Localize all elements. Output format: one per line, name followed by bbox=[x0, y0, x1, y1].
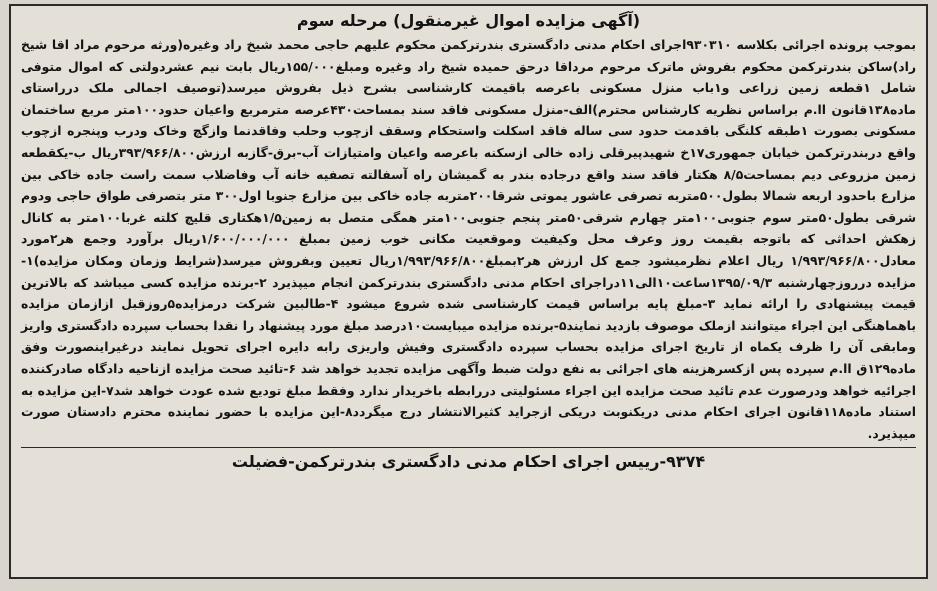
divider bbox=[21, 447, 916, 448]
notice-body: بموجب پرونده اجرائی بکلاسه ۹۳۰۳۱۰اجرای احکام مدنی دادگستری بندرترکمن محکوم علیهم حاجی محمد شیخ راد وغیره(ورثه مرحوم مراد اقا شیخ راد)ساکن بندرترکمن محکوم بفروش ماترک مرحوم مرداقا درحق حمیده شیخ راد وغیره ومبلغ۱۵۵/۰۰۰ریال بابت نیم عشردولتی که اموال متوفی شامل ۱قطعه زمین زراعی و۱باب منزل مسکونی باعرصه باقیمت کارشناسی بشرح ذیل بفروش میرسد(توصیف اجمالی ملک درراستای ماده۱۳۸قانون اا.م براساس نظریه کارشناس محترم)الف-منزل مسکونی فاقد سند بمساحت۴۳۰عرصه مترمربع واعیان حدود۱۰۰متر مربع ساختمان مسکونی بصورت ۱طبقه کلنگی باقدمت حدود سی ساله فاقد اسکلت واستحکام وسقف ازچوب وحلب وفاقدنما وازگچ وخاک ودرب وپنجره ازچوب واقع دربندرترکمن خیابان جمهوری۱۷خ شهیدپیرقلی زاده خالی ازسکنه باعرصه واعیان وامتیازات آب-برق-گازبه ارزش۳۹۳/۹۶۶/۸۰۰ریال ب-یکقطعه زمین مزروعی دیم بمساحت۸/۵ هکتار فاقد سند واقع درجاده بندر به گمیشان راه آسفالته تصفیه خانه آب وفاضلاب سمت راست جاده خاکی بین مزارع باحدود اربعه شمالا بطول۵۰۰متربه تصرفی عاشور یموتی شرقا۲۰۰متربه جاده خاکی بین مزارع جنوبا اول۳۰۰ متر بتصرفی طواق حاجی ودوم شرقی بطول۵۰متر سوم جنوبی۱۰۰متر چهارم شرقی۵۰متر پنجم جنوبی۱۰۰متر همگی متصل به زمین۱/۵هکتاری قلیچ کلته غربا۱۰۰متر به کانال زهکش احداثی که باتوجه بقیمت روز وعرف محل وکیفیت وموقعیت مکانی خوب زمین بمبلغ ۱/۶۰۰/۰۰۰/۰۰۰ریال برآورد وجمع هر۲مورد معادل۱/۹۹۳/۹۶۶/۸۰۰ ریال اعلام نظرمیشود جمع کل ارزش هر۲بمبلغ۱/۹۹۳/۹۶۶/۸۰۰ریال تعیین وبفروش میرسد(شرایط وزمان ومکان مزایده)۱-مزایده درروزچهارشنبه ۱۳۹۵/۰۹/۳ساعت۱۰الی۱۱دراجرای احکام مدنی دادگستری بندرترکمن انجام میپذیرد ۲-برنده مزایده کسی میباشد که بالاترین قیمت پیشنهادی را ارائه نماید ۳-مبلغ پایه براساس قیمت کارشناسی شده شروع میشود ۴-طالبین شرکت درمزایده۵روزقبل ازازمان مزایده باهماهنگی این اجراء میتوانند ازملک موصوف بازدید نمایند۵-برنده مزایده میبایست۱۰درصد مبلغ مورد پیشنهاد را نقدا بحساب سپرده دادگستری واریز ومابقی آن را ظرف یکماه از تاریخ اجرای مزایده بحساب سپرده دادگستری وفیش واریزی رابه دایره اجرای تحویل نمایند درغیراینصورت وفق ماده۱۲۹ق اا.م سپرده پس ازکسرهزینه های اجرائی به نفع دولت ضبط وآگهی مزایده تجدید خواهد شد ۶-تائید صحت مزایده ازناحیه دادگاه صادرکننده اجرائیه خواهد ودرصورت عدم تائید صحت مزایده این اجراء مسئولیتی دررابطه باخریدار ندارد وفقط مبلغ تودیع شده عودت خواهد شد۷-این مزایده به استناد ماده۱۱۸قانون اجرای احکام مدنی دریکنوبت دریکی ازجراید کثیرالانتشار درج میگردد۸-این مزایده با حضور نماینده محترم دادستان صورت میپذیرد. bbox=[21, 37, 917, 441]
notice-title: (آگهی مزایده اموال غیرمنقول) مرحله سوم bbox=[296, 11, 641, 30]
notice-signature: ۹۳۷۴-رییس اجرای احکام مدنی دادگستری بندرترکمن-فضیلت bbox=[231, 452, 706, 472]
auction-notice bbox=[9, 4, 928, 579]
